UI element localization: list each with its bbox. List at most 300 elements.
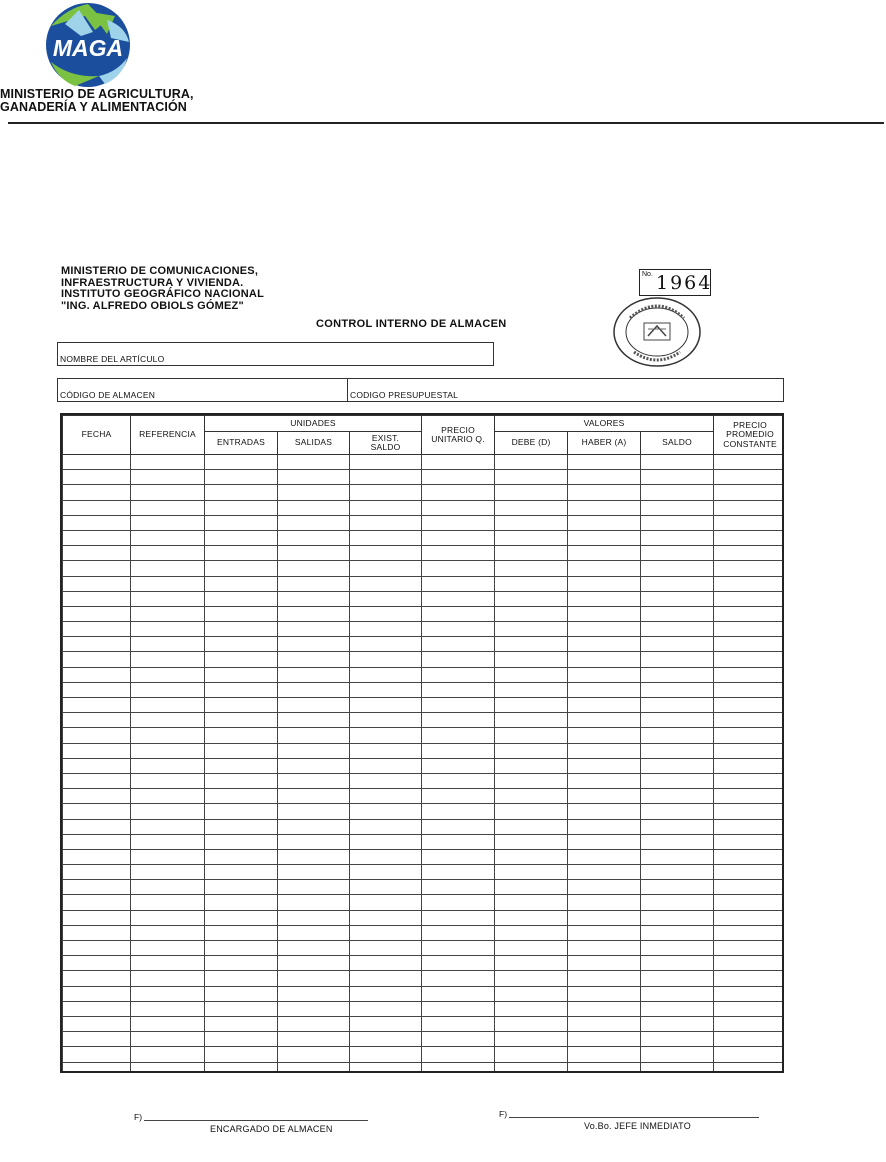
ledger-cell[interactable] [63,622,131,637]
ledger-cell[interactable] [131,1047,205,1062]
ledger-cell[interactable] [714,910,784,925]
ledger-cell[interactable] [714,865,784,880]
ledger-cell[interactable] [422,971,495,986]
ledger-cell[interactable] [63,682,131,697]
ledger-cell[interactable] [422,637,495,652]
ledger-cell[interactable] [495,637,568,652]
ledger-cell[interactable] [63,530,131,545]
ledger-cell[interactable] [714,758,784,773]
ledger-cell[interactable] [131,667,205,682]
ledger-cell[interactable] [422,728,495,743]
ledger-cell[interactable] [278,728,350,743]
ledger-cell[interactable] [205,849,278,864]
ledger-cell[interactable] [63,713,131,728]
ledger-cell[interactable] [495,622,568,637]
ledger-cell[interactable] [205,622,278,637]
ledger-cell[interactable] [63,789,131,804]
ledger-cell[interactable] [131,515,205,530]
ledger-cell[interactable] [568,743,641,758]
ledger-cell[interactable] [350,667,422,682]
ledger-cell[interactable] [568,1001,641,1016]
ledger-cell[interactable] [495,834,568,849]
ledger-cell[interactable] [641,743,714,758]
ledger-cell[interactable] [422,667,495,682]
ledger-cell[interactable] [131,546,205,561]
ledger-cell[interactable] [641,667,714,682]
ledger-cell[interactable] [714,849,784,864]
ledger-cell[interactable] [568,956,641,971]
ledger-cell[interactable] [422,849,495,864]
ledger-cell[interactable] [350,971,422,986]
ledger-cell[interactable] [205,606,278,621]
ledger-cell[interactable] [278,1016,350,1031]
ledger-cell[interactable] [278,1001,350,1016]
ledger-cell[interactable] [422,804,495,819]
ledger-cell[interactable] [63,865,131,880]
ledger-cell[interactable] [422,485,495,500]
ledger-cell[interactable] [350,804,422,819]
ledger-cell[interactable] [714,956,784,971]
ledger-cell[interactable] [205,515,278,530]
ledger-cell[interactable] [641,758,714,773]
ledger-cell[interactable] [568,576,641,591]
ledger-cell[interactable] [422,758,495,773]
ledger-cell[interactable] [205,682,278,697]
ledger-cell[interactable] [568,1032,641,1047]
ledger-cell[interactable] [495,1032,568,1047]
ledger-cell[interactable] [205,941,278,956]
ledger-cell[interactable] [350,910,422,925]
ledger-cell[interactable] [714,698,784,713]
ledger-cell[interactable] [641,546,714,561]
ledger-cell[interactable] [131,941,205,956]
ledger-cell[interactable] [63,941,131,956]
ledger-cell[interactable] [422,880,495,895]
ledger-cell[interactable] [641,500,714,515]
ledger-cell[interactable] [495,485,568,500]
ledger-cell[interactable] [568,865,641,880]
ledger-cell[interactable] [568,637,641,652]
ledger-cell[interactable] [205,880,278,895]
ledger-cell[interactable] [278,819,350,834]
ledger-cell[interactable] [278,515,350,530]
ledger-cell[interactable] [714,1001,784,1016]
ledger-cell[interactable] [350,561,422,576]
ledger-cell[interactable] [641,834,714,849]
ledger-cell[interactable] [568,758,641,773]
ledger-cell[interactable] [641,880,714,895]
ledger-cell[interactable] [495,986,568,1001]
ledger-cell[interactable] [568,789,641,804]
ledger-cell[interactable] [63,1016,131,1031]
ledger-cell[interactable] [568,925,641,940]
ledger-cell[interactable] [131,804,205,819]
ledger-cell[interactable] [495,455,568,470]
ledger-cell[interactable] [350,865,422,880]
ledger-cell[interactable] [205,895,278,910]
ledger-cell[interactable] [350,849,422,864]
ledger-cell[interactable] [278,652,350,667]
ledger-cell[interactable] [63,819,131,834]
ledger-cell[interactable] [422,622,495,637]
ledger-cell[interactable] [495,515,568,530]
ledger-cell[interactable] [205,1001,278,1016]
ledger-cell[interactable] [568,986,641,1001]
ledger-cell[interactable] [495,773,568,788]
ledger-cell[interactable] [205,576,278,591]
ledger-cell[interactable] [205,500,278,515]
ledger-cell[interactable] [641,910,714,925]
ledger-cell[interactable] [422,819,495,834]
ledger-cell[interactable] [205,652,278,667]
ledger-cell[interactable] [63,986,131,1001]
ledger-cell[interactable] [278,576,350,591]
ledger-cell[interactable] [63,1047,131,1062]
ledger-cell[interactable] [422,1001,495,1016]
ledger-cell[interactable] [278,606,350,621]
ledger-cell[interactable] [495,910,568,925]
ledger-cell[interactable] [714,530,784,545]
ledger-cell[interactable] [568,546,641,561]
ledger-cell[interactable] [131,925,205,940]
ledger-cell[interactable] [131,865,205,880]
ledger-cell[interactable] [495,1047,568,1062]
ledger-cell[interactable] [278,1032,350,1047]
ledger-cell[interactable] [714,986,784,1001]
ledger-cell[interactable] [641,515,714,530]
ledger-cell[interactable] [350,773,422,788]
ledger-cell[interactable] [422,1062,495,1073]
ledger-cell[interactable] [714,1047,784,1062]
ledger-cell[interactable] [422,652,495,667]
ledger-cell[interactable] [63,591,131,606]
ledger-cell[interactable] [568,804,641,819]
ledger-cell[interactable] [278,530,350,545]
ledger-cell[interactable] [641,591,714,606]
ledger-cell[interactable] [350,500,422,515]
ledger-cell[interactable] [568,485,641,500]
ledger-cell[interactable] [495,880,568,895]
ledger-cell[interactable] [63,1032,131,1047]
ledger-cell[interactable] [131,834,205,849]
ledger-cell[interactable] [568,591,641,606]
ledger-cell[interactable] [714,789,784,804]
ledger-cell[interactable] [641,470,714,485]
ledger-cell[interactable] [63,606,131,621]
ledger-cell[interactable] [641,1062,714,1073]
ledger-cell[interactable] [63,758,131,773]
ledger-cell[interactable] [422,789,495,804]
ledger-cell[interactable] [568,515,641,530]
ledger-cell[interactable] [350,637,422,652]
ledger-cell[interactable] [131,849,205,864]
ledger-cell[interactable] [568,682,641,697]
ledger-cell[interactable] [714,606,784,621]
ledger-cell[interactable] [495,1062,568,1073]
ledger-cell[interactable] [131,971,205,986]
ledger-cell[interactable] [131,986,205,1001]
ledger-cell[interactable] [63,637,131,652]
ledger-cell[interactable] [641,986,714,1001]
ledger-cell[interactable] [63,561,131,576]
ledger-cell[interactable] [63,956,131,971]
ledger-cell[interactable] [568,849,641,864]
ledger-cell[interactable] [495,743,568,758]
ledger-cell[interactable] [350,530,422,545]
article-name-field[interactable] [57,342,494,366]
ledger-cell[interactable] [350,546,422,561]
ledger-cell[interactable] [641,652,714,667]
ledger-cell[interactable] [131,485,205,500]
ledger-cell[interactable] [350,713,422,728]
ledger-cell[interactable] [641,773,714,788]
ledger-cell[interactable] [641,971,714,986]
ledger-cell[interactable] [278,1062,350,1073]
ledger-cell[interactable] [422,546,495,561]
ledger-cell[interactable] [495,546,568,561]
ledger-cell[interactable] [350,895,422,910]
ledger-cell[interactable] [205,561,278,576]
ledger-cell[interactable] [205,971,278,986]
ledger-cell[interactable] [278,500,350,515]
signature-right-line[interactable] [509,1117,759,1118]
ledger-cell[interactable] [350,515,422,530]
signature-left-line[interactable] [144,1120,368,1121]
ledger-cell[interactable] [495,789,568,804]
ledger-cell[interactable] [568,910,641,925]
ledger-cell[interactable] [568,773,641,788]
ledger-cell[interactable] [641,804,714,819]
ledger-cell[interactable] [568,530,641,545]
ledger-cell[interactable] [714,470,784,485]
ledger-cell[interactable] [568,500,641,515]
ledger-cell[interactable] [63,1062,131,1073]
ledger-cell[interactable] [350,652,422,667]
ledger-cell[interactable] [63,834,131,849]
ledger-cell[interactable] [714,971,784,986]
ledger-cell[interactable] [568,941,641,956]
ledger-cell[interactable] [714,561,784,576]
ledger-cell[interactable] [641,1032,714,1047]
ledger-cell[interactable] [495,561,568,576]
ledger-cell[interactable] [422,925,495,940]
ledger-cell[interactable] [350,728,422,743]
ledger-cell[interactable] [278,971,350,986]
ledger-cell[interactable] [205,470,278,485]
ledger-cell[interactable] [350,1016,422,1031]
ledger-cell[interactable] [495,941,568,956]
ledger-cell[interactable] [63,500,131,515]
ledger-cell[interactable] [278,986,350,1001]
ledger-cell[interactable] [350,682,422,697]
ledger-cell[interactable] [131,682,205,697]
ledger-cell[interactable] [568,455,641,470]
ledger-cell[interactable] [641,1047,714,1062]
ledger-cell[interactable] [131,530,205,545]
ledger-cell[interactable] [278,667,350,682]
ledger-cell[interactable] [205,773,278,788]
ledger-cell[interactable] [63,515,131,530]
ledger-cell[interactable] [714,546,784,561]
ledger-cell[interactable] [278,758,350,773]
ledger-cell[interactable] [63,728,131,743]
ledger-cell[interactable] [131,591,205,606]
ledger-cell[interactable] [131,1032,205,1047]
ledger-cell[interactable] [495,849,568,864]
ledger-cell[interactable] [131,758,205,773]
ledger-cell[interactable] [714,728,784,743]
ledger-cell[interactable] [641,728,714,743]
ledger-cell[interactable] [131,561,205,576]
ledger-cell[interactable] [422,1047,495,1062]
ledger-cell[interactable] [205,789,278,804]
ledger-cell[interactable] [278,804,350,819]
ledger-cell[interactable] [422,910,495,925]
ledger-cell[interactable] [422,561,495,576]
ledger-cell[interactable] [278,1047,350,1062]
ledger-cell[interactable] [495,1016,568,1031]
budget-code-field[interactable] [347,378,784,402]
ledger-cell[interactable] [63,743,131,758]
ledger-cell[interactable] [131,698,205,713]
ledger-cell[interactable] [131,1016,205,1031]
ledger-cell[interactable] [641,1016,714,1031]
ledger-cell[interactable] [495,591,568,606]
ledger-cell[interactable] [714,1062,784,1073]
ledger-cell[interactable] [422,895,495,910]
ledger-cell[interactable] [422,865,495,880]
ledger-cell[interactable] [63,773,131,788]
ledger-cell[interactable] [350,941,422,956]
ledger-cell[interactable] [350,1032,422,1047]
ledger-cell[interactable] [205,1032,278,1047]
ledger-cell[interactable] [714,637,784,652]
ledger-cell[interactable] [714,455,784,470]
ledger-cell[interactable] [714,667,784,682]
ledger-cell[interactable] [422,470,495,485]
ledger-cell[interactable] [641,956,714,971]
ledger-cell[interactable] [568,1016,641,1031]
ledger-cell[interactable] [641,606,714,621]
ledger-cell[interactable] [63,576,131,591]
ledger-cell[interactable] [131,637,205,652]
ledger-cell[interactable] [205,1047,278,1062]
ledger-cell[interactable] [350,698,422,713]
ledger-cell[interactable] [205,713,278,728]
ledger-cell[interactable] [131,819,205,834]
ledger-cell[interactable] [641,849,714,864]
ledger-cell[interactable] [422,1032,495,1047]
ledger-cell[interactable] [714,941,784,956]
ledger-cell[interactable] [568,622,641,637]
ledger-cell[interactable] [641,865,714,880]
ledger-cell[interactable] [568,606,641,621]
ledger-cell[interactable] [63,455,131,470]
ledger-cell[interactable] [205,743,278,758]
ledger-cell[interactable] [714,576,784,591]
ledger-cell[interactable] [568,652,641,667]
ledger-cell[interactable] [63,910,131,925]
ledger-cell[interactable] [641,1001,714,1016]
ledger-cell[interactable] [131,652,205,667]
ledger-cell[interactable] [495,728,568,743]
ledger-cell[interactable] [63,880,131,895]
ledger-cell[interactable] [131,606,205,621]
ledger-cell[interactable] [422,698,495,713]
ledger-cell[interactable] [278,455,350,470]
ledger-cell[interactable] [641,682,714,697]
ledger-cell[interactable] [63,925,131,940]
ledger-cell[interactable] [350,622,422,637]
ledger-cell[interactable] [714,925,784,940]
ledger-cell[interactable] [350,834,422,849]
ledger-cell[interactable] [278,470,350,485]
ledger-cell[interactable] [205,530,278,545]
ledger-cell[interactable] [641,925,714,940]
ledger-cell[interactable] [422,500,495,515]
ledger-cell[interactable] [714,773,784,788]
ledger-cell[interactable] [641,455,714,470]
ledger-cell[interactable] [131,728,205,743]
ledger-cell[interactable] [278,789,350,804]
ledger-cell[interactable] [495,804,568,819]
ledger-cell[interactable] [495,500,568,515]
ledger-cell[interactable] [422,530,495,545]
ledger-cell[interactable] [278,956,350,971]
warehouse-code-field[interactable] [57,378,348,402]
ledger-cell[interactable] [278,546,350,561]
ledger-cell[interactable] [641,895,714,910]
ledger-cell[interactable] [278,910,350,925]
ledger-cell[interactable] [422,515,495,530]
ledger-cell[interactable] [714,1032,784,1047]
ledger-cell[interactable] [714,682,784,697]
ledger-cell[interactable] [495,895,568,910]
ledger-cell[interactable] [63,698,131,713]
ledger-cell[interactable] [131,789,205,804]
ledger-cell[interactable] [568,971,641,986]
ledger-cell[interactable] [422,986,495,1001]
ledger-cell[interactable] [278,941,350,956]
ledger-cell[interactable] [422,1016,495,1031]
ledger-cell[interactable] [278,849,350,864]
ledger-cell[interactable] [350,880,422,895]
ledger-cell[interactable] [278,895,350,910]
ledger-cell[interactable] [350,576,422,591]
ledger-cell[interactable] [278,561,350,576]
ledger-cell[interactable] [350,925,422,940]
ledger-cell[interactable] [63,485,131,500]
ledger-cell[interactable] [350,1047,422,1062]
ledger-cell[interactable] [63,470,131,485]
ledger-cell[interactable] [63,849,131,864]
ledger-cell[interactable] [205,455,278,470]
ledger-cell[interactable] [714,500,784,515]
ledger-cell[interactable] [714,622,784,637]
ledger-cell[interactable] [205,910,278,925]
ledger-cell[interactable] [131,713,205,728]
ledger-cell[interactable] [495,530,568,545]
ledger-cell[interactable] [63,804,131,819]
ledger-cell[interactable] [714,880,784,895]
ledger-cell[interactable] [641,485,714,500]
ledger-cell[interactable] [63,546,131,561]
ledger-cell[interactable] [495,652,568,667]
ledger-cell[interactable] [568,728,641,743]
ledger-cell[interactable] [568,698,641,713]
ledger-cell[interactable] [714,804,784,819]
ledger-cell[interactable] [641,713,714,728]
